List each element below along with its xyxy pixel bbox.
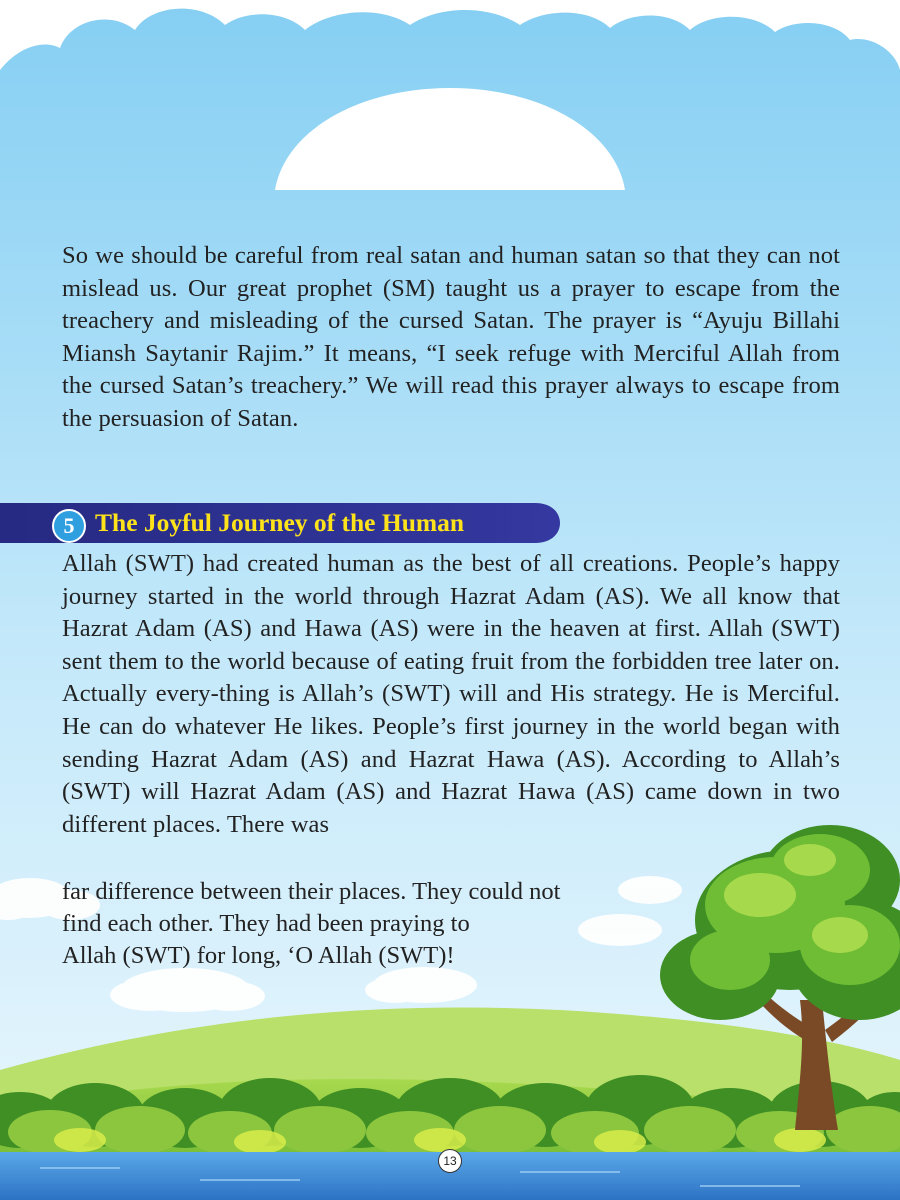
intro-paragraph: So we should be careful from real satan and human satan so that they can not mislead us. Our great prophet (SM) taught us a prayer to escape from the treachery and misleading of the cursed Satan. The prayer is “Ayuju Billahi Miansh Saytanir Rajim.” It means, “I seek refuge with Merciful Allah from the cursed Satan’s treachery.” We will read this prayer always to escape from the persuasion of Satan. [62,242,840,432]
page-number: 13 [438,1149,462,1173]
journey-paragraph-line: find each other. They had been praying to [62,910,470,937]
journey-paragraph-line: Allah (SWT) for long, ‘O Allah (SWT)! [62,942,455,969]
journey-paragraph: Allah (SWT) had created human as the best of all creations. People’s happy journey started in the world through Hazrat Adam (AS). We all know that Hazrat Adam (AS) and Hawa (AS) were in the heaven at first. Allah (SWT) sent them to the world because of eating fruit from the forbidden tree later on. Actually every-thing is Allah’s (SWT) will and His strategy. He is Merciful. He can do whatever He likes. People’s first journey in the world began with sending Hazrat Adam (AS) and Hazrat Hawa (AS). According to Allah’s (SWT) will Hazrat Adam (AS) and Hazrat Hawa (AS) came down in two different places. There was [62,550,840,838]
section-number-badge: 5 [52,509,86,543]
journey-paragraph-line: far difference between their places. They could not [62,878,561,905]
section-title: The Joyful Journey of the Human [95,508,465,537]
